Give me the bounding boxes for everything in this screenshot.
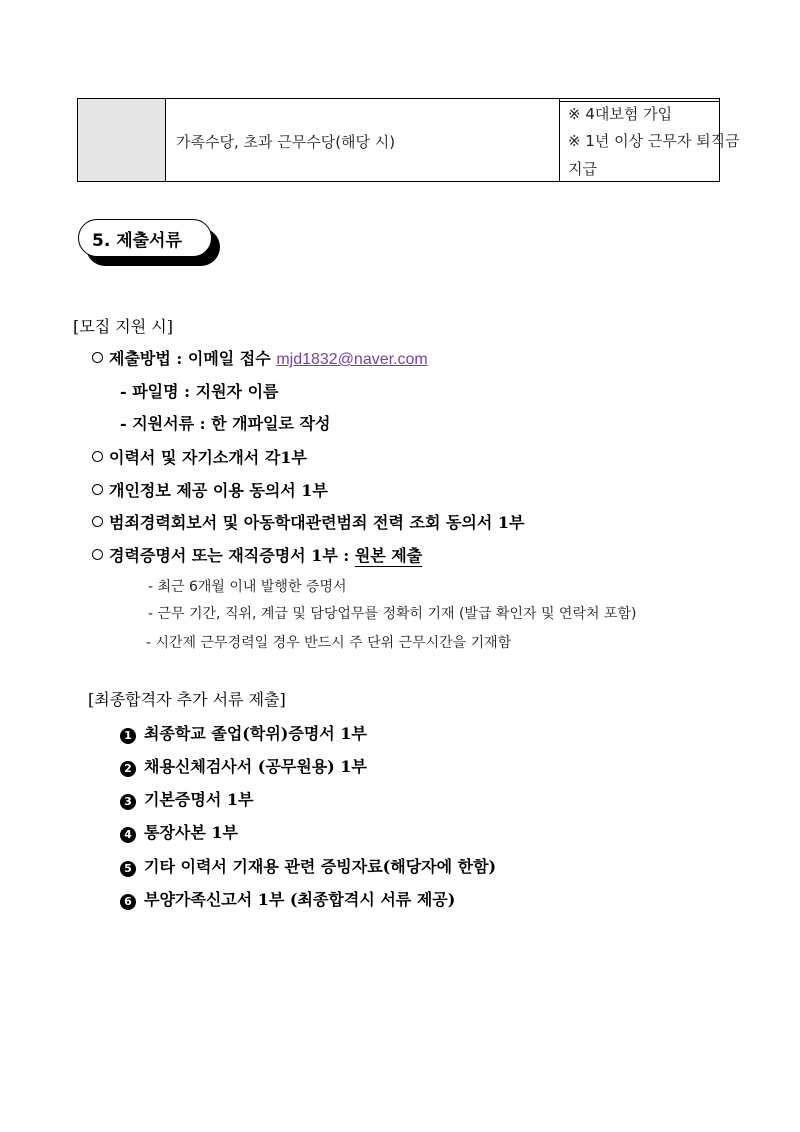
final-item-text: 부양가족신고서 1부 (최종합격시 서류 제공) xyxy=(144,890,456,909)
method-label: 제출방법 : 이메일 접수 xyxy=(109,349,271,368)
method-sub-format: - 지원서류 : 한 개파일로 작성 xyxy=(120,414,331,433)
benefits-cell xyxy=(166,99,560,181)
final-item-text: 채용신체검사서 (공무원용) 1부 xyxy=(144,757,367,776)
final-heading: [최종합격자 추가 서류 제출] xyxy=(88,690,286,709)
final-item xyxy=(120,854,496,877)
note-line: 지급 xyxy=(568,160,597,178)
circle-bullet-icon xyxy=(92,549,103,560)
number-4-icon: 4 xyxy=(120,827,136,843)
application-heading: [모집 지원 시] xyxy=(73,317,173,336)
final-item-text: 기본증명서 1부 xyxy=(144,790,254,809)
doc-item-text: 개인정보 제공 이용 동의서 1부 xyxy=(109,481,328,500)
method-sub-filename: - 파일명 : 지원자 이름 xyxy=(120,382,279,401)
note-line: ※ 1년 이상 근무자 퇴직금 xyxy=(568,132,740,150)
final-item xyxy=(120,721,367,744)
career-note: - 최근 6개월 이내 발행한 증명서 xyxy=(148,579,347,595)
section-heading: 5. 제출서류 xyxy=(92,231,182,251)
original-submission-note: 원본 제출 xyxy=(354,546,423,565)
benefits-text: 가족수당, 초과 근무수당(해당 시) xyxy=(176,133,396,151)
circle-bullet-icon xyxy=(92,516,103,527)
final-item xyxy=(120,887,455,910)
number-1-icon: 1 xyxy=(120,728,136,744)
method-line xyxy=(92,346,428,369)
number-5-icon: 5 xyxy=(120,861,136,877)
number-3-icon: 3 xyxy=(120,794,136,810)
table-header-cell xyxy=(78,99,166,181)
final-item-text: 통장사본 1부 xyxy=(144,823,238,842)
number-6-icon: 6 xyxy=(120,894,136,910)
doc-item-text: 이력서 및 자기소개서 각1부 xyxy=(109,448,307,467)
final-item xyxy=(120,820,238,843)
benefits-table xyxy=(77,98,740,182)
doc-item-text: 범죄경력회보서 및 아동학대관련범죄 전력 조회 동의서 1부 xyxy=(109,513,525,532)
notes-cell xyxy=(560,99,740,181)
note-line: ※ 4대보험 가입 xyxy=(568,105,673,123)
email-link[interactable]: mjd1832@naver.com xyxy=(276,351,428,368)
final-item-text: 기타 이력서 기재용 관련 증빙자료(해당자에 한함) xyxy=(144,857,497,876)
final-item xyxy=(120,754,367,777)
career-note: - 시간제 근무경력일 경우 반드시 주 단위 근무시간을 기재함 xyxy=(146,635,512,651)
doc-item-career xyxy=(92,543,422,566)
final-item-text: 최종학교 졸업(학위)증명서 1부 xyxy=(144,724,367,743)
doc-item-resume xyxy=(92,445,307,468)
career-note: - 근무 기간, 직위, 계급 및 담당업무를 정확히 기재 (발급 확인자 및 연락처 포함) xyxy=(148,606,637,622)
number-2-icon: 2 xyxy=(120,761,136,777)
doc-item-text: 경력증명서 또는 재직증명서 1부 : xyxy=(109,546,355,565)
circle-bullet-icon xyxy=(92,352,103,363)
doc-item-consent xyxy=(92,478,328,501)
circle-bullet-icon xyxy=(92,484,103,495)
circle-bullet-icon xyxy=(92,451,103,462)
doc-item-criminal-record xyxy=(92,510,525,533)
final-item xyxy=(120,787,253,810)
